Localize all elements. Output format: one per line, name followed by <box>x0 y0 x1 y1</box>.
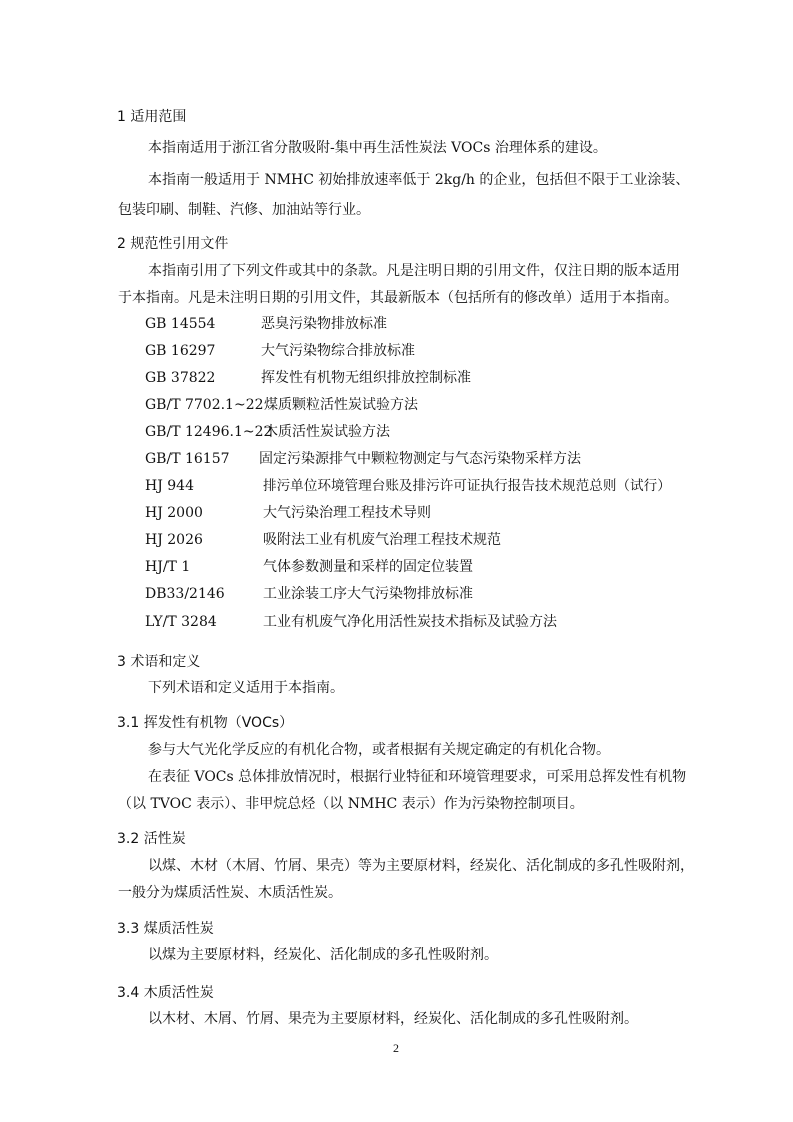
section-3-1-paragraph-2: 在表征 VOCs 总体排放情况时，根据行业特征和环境管理要求，可采用总挥发性有机物 <box>148 769 687 785</box>
reference-code: GB/T 12496.1~22 <box>145 424 273 440</box>
section-2-paragraph-1: 本指南引用了下列文件或其中的条款。凡是注明日期的引用文件，仅注日期的版本适用 <box>148 263 680 279</box>
section-1-paragraph-2-cont: 包装印刷、制鞋、汽修、加油站等行业。 <box>118 202 370 218</box>
reference-title: 排污单位环境管理台账及排污许可证执行报告技术规范总则（试行） <box>263 478 671 494</box>
section-1-heading: 1 适用范围 <box>117 109 187 125</box>
reference-code: HJ 2000 <box>145 505 203 521</box>
reference-code: HJ/T 1 <box>145 559 191 575</box>
section-3-1-paragraph-2-cont: （以 TVOC 表示）、非甲烷总烃（以 NMHC 表示）作为污染物控制项目。 <box>118 796 584 812</box>
reference-title: 大气污染治理工程技术导则 <box>263 505 431 521</box>
reference-code: GB 16297 <box>145 343 216 359</box>
section-1-paragraph-2: 本指南一般适用于 NMHC 初始排放速率低于 2kg/h 的企业，包括但不限于工业涂装、 <box>148 172 690 188</box>
reference-title: 木质活性炭试验方法 <box>264 424 390 440</box>
section-3-2-paragraph-1: 以煤、木材（木屑、竹屑、果壳）等为主要原材料，经炭化、活化制成的多孔性吸附剂， <box>148 858 694 874</box>
reference-code: GB 14554 <box>145 316 216 332</box>
section-3-4-paragraph-1: 以木材、木屑、竹屑、果壳为主要原材料，经炭化、活化制成的多孔性吸附剂。 <box>148 1011 638 1027</box>
reference-code: HJ 944 <box>145 478 194 494</box>
page-number: 2 <box>393 1041 399 1055</box>
section-2-paragraph-1-cont: 于本指南。凡是未注明日期的引用文件，其最新版本（包括所有的修改单）适用于本指南。 <box>118 290 678 306</box>
reference-code: DB33/2146 <box>145 586 225 602</box>
section-3-1-heading: 3.1 挥发性有机物（VOCs） <box>117 715 294 731</box>
reference-title: 气体参数测量和采样的固定位装置 <box>263 559 473 575</box>
section-3-paragraph-1: 下列术语和定义适用于本指南。 <box>148 680 344 696</box>
section-3-1-paragraph-1: 参与大气光化学反应的有机化合物，或者根据有关规定确定的有机化合物。 <box>148 742 610 758</box>
reference-title: 恶臭污染物排放标准 <box>261 316 387 332</box>
reference-code: GB 37822 <box>145 370 216 386</box>
reference-title: 大气污染物综合排放标准 <box>261 343 415 359</box>
reference-title: 煤质颗粒活性炭试验方法 <box>264 397 418 413</box>
section-2-heading: 2 规范性引用文件 <box>117 236 229 252</box>
reference-code: HJ 2026 <box>145 532 203 548</box>
reference-code: GB/T 7702.1~22 <box>145 397 264 413</box>
reference-code: LY/T 3284 <box>145 614 217 630</box>
section-3-heading: 3 术语和定义 <box>117 654 201 670</box>
reference-title: 工业涂装工序大气污染物排放标准 <box>263 586 473 602</box>
reference-code: GB/T 16157 <box>145 451 230 467</box>
reference-title: 固定污染源排气中颗粒物测定与气态污染物采样方法 <box>259 451 581 467</box>
section-1-paragraph-1: 本指南适用于浙江省分散吸附-集中再生活性炭法 VOCs 治理体系的建设。 <box>148 140 607 156</box>
section-3-2-paragraph-1-cont: 一般分为煤质活性炭、木质活性炭。 <box>118 885 342 901</box>
section-3-4-heading: 3.4 木质活性炭 <box>117 985 214 1001</box>
reference-title: 工业有机废气净化用活性炭技术指标及试验方法 <box>263 614 557 630</box>
reference-title: 挥发性有机物无组织排放控制标准 <box>261 370 471 386</box>
section-3-3-paragraph-1: 以煤为主要原材料，经炭化、活化制成的多孔性吸附剂。 <box>148 947 498 963</box>
section-3-2-heading: 3.2 活性炭 <box>117 831 186 847</box>
reference-title: 吸附法工业有机废气治理工程技术规范 <box>263 532 501 548</box>
section-3-3-heading: 3.3 煤质活性炭 <box>117 921 214 937</box>
